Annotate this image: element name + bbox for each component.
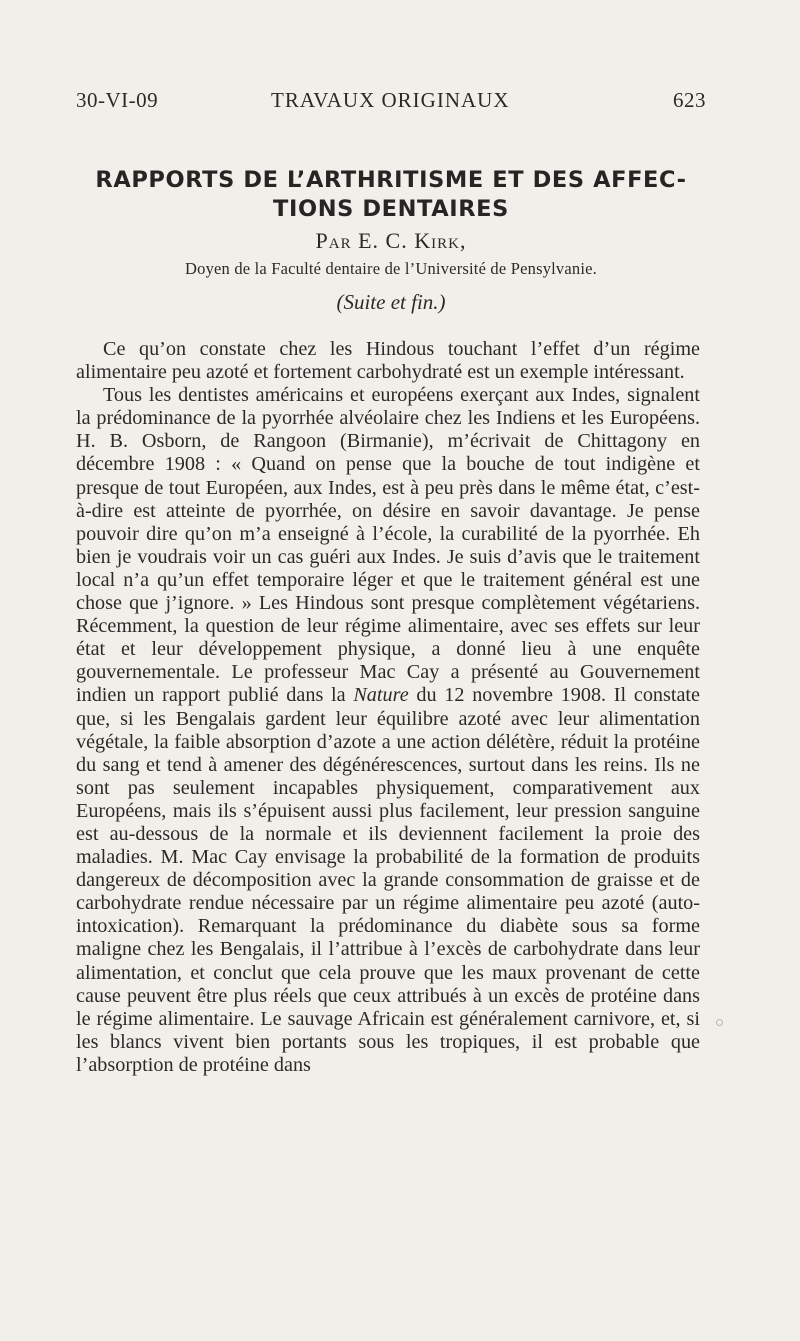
running-header [76, 88, 706, 118]
body-paragraph-2 [76, 384, 700, 1077]
article-title-line-2: TIONS DENTAIRES [273, 196, 509, 222]
header-date: 30-VI-09 [76, 88, 159, 112]
continuation-note: (Suite et fin.) [336, 290, 446, 314]
paper-speck [716, 1019, 723, 1026]
author-affiliation: Doyen de la Faculté dentaire de l’Université de Pensylvanie. [185, 259, 597, 278]
page-number: 623 [673, 88, 706, 112]
paragraph-2-text-b: du 12 novembre 1908. Il constate que, si les Bengalais gardent leur équilibre azoté avec leur alimentation végétale, la faible absorption d’azote a une action délétère, réduit la protéine du sang et tend à amener des dégénérescences, surtout dans les reins. Ils ne sont pas seulement incapables physiquement, comparativement aux Européens, mais ils s’épuisent aussi plus facilement, leur pression sanguine est au-dessous de la normale et ils deviennent facilement la proie des maladies. M. Mac Cay envisage la probabilité de la formation de produits dangereux de décomposition avec la grande consommation de graisse et de carbohydrate rendue nécessaire par un régime alimentaire peu azoté (auto-intoxication). Remarquant la prédominance du diabète sous sa forme maligne chez les Bengalais, il l’attribue à l’excès de carbohydrate dans leur alimentation, et conclut que cela prouve que les maux provenant de cette cause peuvent être plus réels que ceux attribués à un excès de protéine dans le régime alimentaire. Le sauvage Africain est généralement carnivore, et, si les blancs vivent bien portants sous les tropiques, il est probable que l’absorption de protéine dans [76, 684, 701, 1076]
article-title-line-1: RAPPORTS DE L’ARTHRITISME ET DES AFFEC- [95, 167, 687, 193]
header-section-title: TRAVAUX ORIGINAUX [271, 88, 510, 112]
paragraph-2-text-a: Tous les dentistes américains et européens exerçant aux Indes, signalent la prédominance de la pyorrhée alvéolaire chez les Indiens et les Européens. H. B. Osborn, de Rangoon (Birmanie), m’écrivait de Chittagony en décembre 1908 : « Quand on pense que la bouche de tout indigène et presque de tout Européen, aux Indes, est à peu près dans le même état, c’est-à-dire est atteinte de pyorrhée, on désire en savoir davantage. Je pense pouvoir dire qu’on m’a enseigné à l’école, la curabilité de la pyorrhée. Eh bien je voudrais voir un cas guéri aux Indes. Je suis d’avis que le traitement local n’a qu’un effet temporaire léger et que le traitement général est une chose que j’ignore. » Les Hindous sont presque complètement végétariens. Récemment, la question de leur régime alimentaire, avec ses effets sur leur état et leur développement physique, a donné lieu à une enquête gouvernementale. Le professeur Mac Cay a présenté au Gouvernement indien un rapport publié dans la [76, 384, 700, 707]
journal-title-nature: Nature [353, 684, 409, 707]
article-author: Par E. C. Kirk, [315, 228, 467, 253]
article-body [76, 338, 700, 1077]
article-title [76, 166, 706, 224]
body-paragraph-1: Ce qu’on constate chez les Hindous touchant l’effet d’un régime alimentaire peu azoté et fortement carbohydraté est un exemple intéressant. [76, 338, 700, 384]
